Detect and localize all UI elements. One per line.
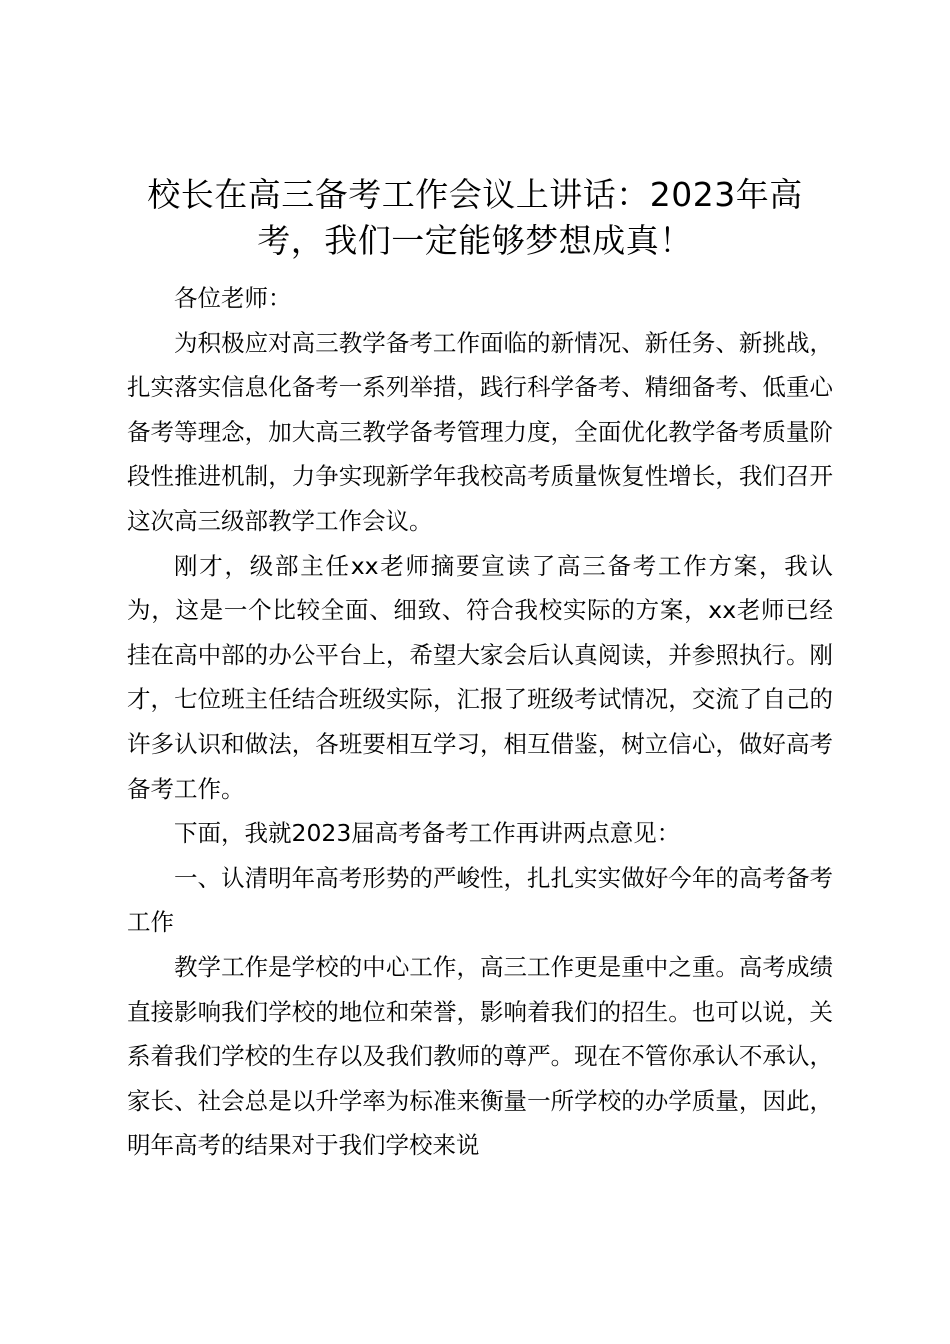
section-heading: 一、认清明年高考形势的严峻性，扎扎实实做好今年的高考备考工作 [127, 863, 833, 937]
paragraph: 刚才，级部主任xx老师摘要宣读了高三备考工作方案，我认为，这是一个比较全面、细致、符合我校实际的方案，xx老师已经挂在高中部的办公平台上，希望大家会后认真阅读，并参照执行。刚才，七位班主任结合班级实际，汇报了班级考试情况，交流了自己的许多认识和做法，各班要相互学习，相互借鉴，树立信心，做好高考备考工作。 [127, 551, 833, 803]
salutation: 各位老师： [174, 284, 292, 312]
paragraph: 为积极应对高三教学备考工作面临的新情况、新任务、新挑战，扎实落实信息化备考一系列举措，践行科学备考、精细备考、低重心备考等理念，加大高三教学备考管理力度，全面优化教学备考质量阶段性推进机制，力争实现新学年我校高考质量恢复性增长，我们召开这次高三级部教学工作会议。 [127, 328, 833, 535]
document-body [127, 276, 833, 1168]
paragraph: 下面，我就2023届高考备考工作再讲两点意见： [174, 819, 681, 848]
paragraph: 教学工作是学校的中心工作，高三工作更是重中之重。高考成绩直接影响我们学校的地位和荣誉，影响着我们的招生。也可以说，关系着我们学校的生存以及我们教师的尊严。现在不管你承认不承认，家长、社会总是以升学率为标准来衡量一所学校的办学质量，因此，明年高考的结果对于我们学校来说 [127, 952, 833, 1160]
document-title: 校长在高三备考工作会议上讲话：2023年高考，我们一定能够梦想成真！ [147, 175, 803, 260]
